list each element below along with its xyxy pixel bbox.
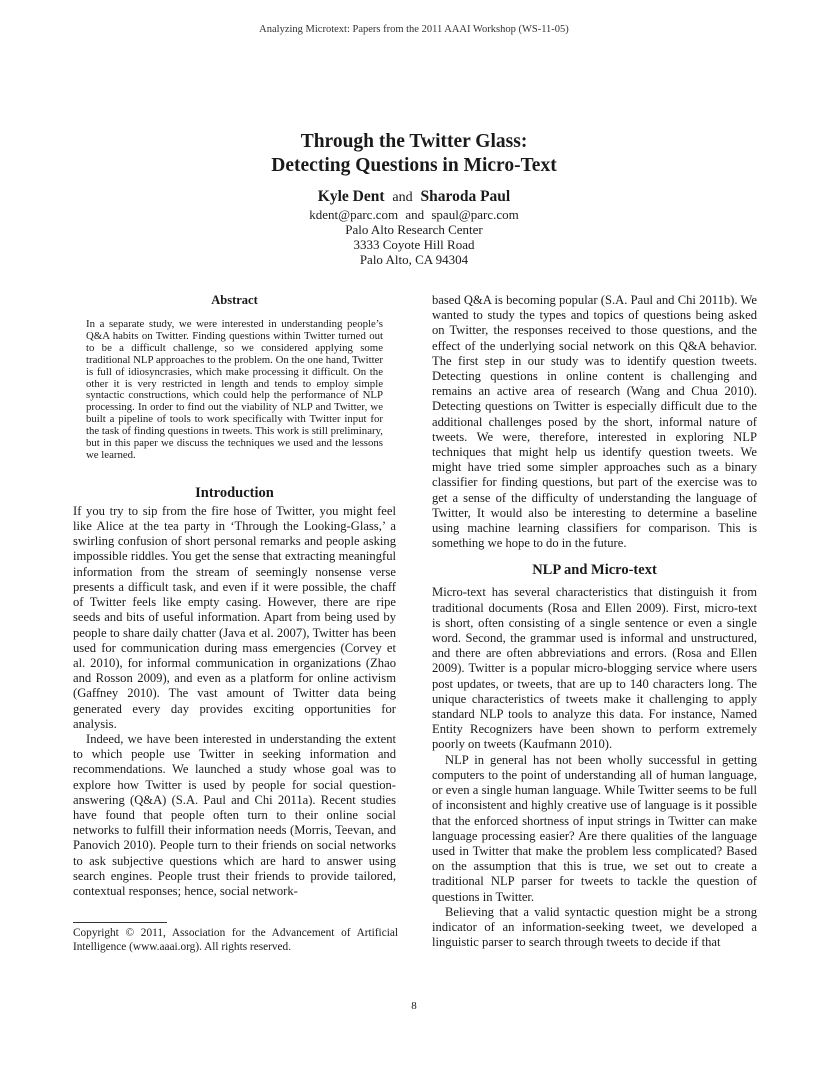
- abstract-text: In a separate study, we were interested in understanding people’s Q&A habits on Twitter. Finding questions within Twitter turned out to be a difficult challenge, so we considered applying some traditional NLP approaches to the problem. On the one hand, Twitter is full of idiosyncrasies, which make processing it difficult. On the other it is very restricted in length and tends to employ simple syntactic constructions, which could help the performance of NLP processing. In order to find out the viability of NLP and Twitter, we built a pipeline of tools to work specifically with Twitter input for the task of finding questions in tweets. This work is still preliminary, but in this paper we discuss the techniques we used and the lessons we learned.: [86, 318, 383, 461]
- left-column: [73, 293, 396, 899]
- introduction-heading: Introduction: [195, 484, 274, 501]
- author-emails: [0, 207, 828, 222]
- paper-title: [0, 130, 828, 178]
- body-paragraph: based Q&A is becoming popular (S.A. Paul and Chi 2011b). We wanted to study the types and topics of questions being asked on Twitter, the responses received to those questions, and the effect of the underlying social network on this Q&A behavior. The first step in our study was to identify question tweets. Detecting questions in online content is challenging and remains an active area of research (Wang and Chua 2010). Detecting questions on Twitter is especially difficult due to the additional challenges posed by the short, informal nature of tweets. We were, therefore, interested in exploring NLP techniques that might help us identify question tweets. We might have tried some simpler approaches such as a binary classifier for finding questions, but part of the exercise was to get a sense of the difficulty of understanding the language of Twitter, It would also be interesting to determine a baseline using machine learning classifiers for comparison. This is something we hope to do in the future.: [432, 293, 757, 551]
- email-address: spaul@parc.com: [431, 207, 519, 222]
- nlp-paragraph: Micro-text has several characteristics that distinguish it from traditional documents (Rosa and Ellen 2009). First, micro-text is short, often consisting of a single sentence or even a single word. Second, the grammar used is informal and unstructured, and there are often abbreviations and errors. (Rosa and Ellen 2009). Twitter is a popular micro-blogging service where users post updates, or tweets, that are up to 140 characters long. The unique characteristics of tweets make it challenging to apply standard NLP tools to analyze this data. For instance, Named Entity Recognizers have been shown to perform extremely poorly on tweets (Kaufmann 2010).: [432, 585, 757, 752]
- introduction-paragraph: Indeed, we have been interested in understanding the extent to which people use Twitter in seeking information and recommendations. We launched a study whose goal was to explore how Twitter is used by people for social question-answering (Q&A) (S.A. Paul and Chi 2011a). Recent studies have found that people often turn to their online social networks to fulfill their information needs (Morris, Teevan, and Panovich 2010). People turn to their friends on social networks to ask subjective questions which are hard to answer using search engines. People trust their friends to provide tailored, contextual responses; hence, social network-: [73, 731, 396, 898]
- affiliation-block: [0, 207, 828, 267]
- right-column: [432, 293, 757, 950]
- title-line-2: Detecting Questions in Micro-Text: [271, 155, 557, 176]
- email-conjunction: and: [405, 207, 425, 222]
- author-conjunction: and: [392, 190, 413, 205]
- affiliation-organization: Palo Alto Research Center: [345, 222, 483, 237]
- affiliation-city: Palo Alto, CA 94304: [359, 252, 469, 267]
- nlp-paragraph: Believing that a valid syntactic question might be a strong indicator of an information-seeking tweet, we developed a linguistic parser to search through tweets to decide if that: [432, 904, 757, 950]
- email-address: kdent@parc.com: [309, 207, 399, 222]
- title-line-1: Through the Twitter Glass:: [300, 131, 528, 152]
- footnote-rule: [73, 922, 167, 923]
- author-name: Sharoda Paul: [420, 188, 511, 205]
- running-header: Analyzing Microtext: Papers from the 2011 AAAI Workshop (WS-11-05): [259, 24, 569, 35]
- nlp-paragraph: NLP in general has not been wholly successful in getting computers to the point of understanding all of human language, or even a single human language. While Twitter seems to be full of inconsistent and highly creative use of language is it possible that the enforced shortness of input strings in Twitter can make language processing easier? Are there qualities of the language used in Twitter that make the problem less complicated? Based on the assumption that this is true, we set out to create a traditional NLP parser for tweets to tackle the question of questions in Twitter.: [432, 752, 757, 904]
- author-list: [0, 188, 828, 206]
- affiliation-street: 3333 Coyote Hill Road: [353, 237, 475, 252]
- introduction-paragraph: If you try to sip from the fire hose of Twitter, you might feel like Alice at the tea party in ‘Through the Looking-Glass,’ a swirling confusion of short personal remarks and people asking impossible riddles. You get the sense that extracting meaningful information from the stream of seemingly nonsense verse presents a difficult task, and even if it were possible, the chaff of Twitter feels like empty casing. However, there are ripe seeds and bits of useful information. Apart from being used by people to share daily chatter (Java et al. 2007), Twitter has been used for communication during mass emergencies (Corvey et al. 2010), for informal communication in organizations (Zhao and Rosson 2009), and even as a platform for online activism (Gaffney 2010). The vast amount of Twitter data being generated every day provides exciting opportunities for analysis.: [73, 503, 396, 731]
- page-number: 8: [411, 1000, 417, 1012]
- author-name: Kyle Dent: [317, 188, 385, 205]
- nlp-section-heading: NLP and Micro-text: [532, 562, 657, 579]
- copyright-notice: Copyright © 2011, Association for the Advancement of Artificial Intelligence (www.aaai.org). All rights reserved.: [73, 927, 398, 953]
- abstract-heading: Abstract: [211, 293, 258, 307]
